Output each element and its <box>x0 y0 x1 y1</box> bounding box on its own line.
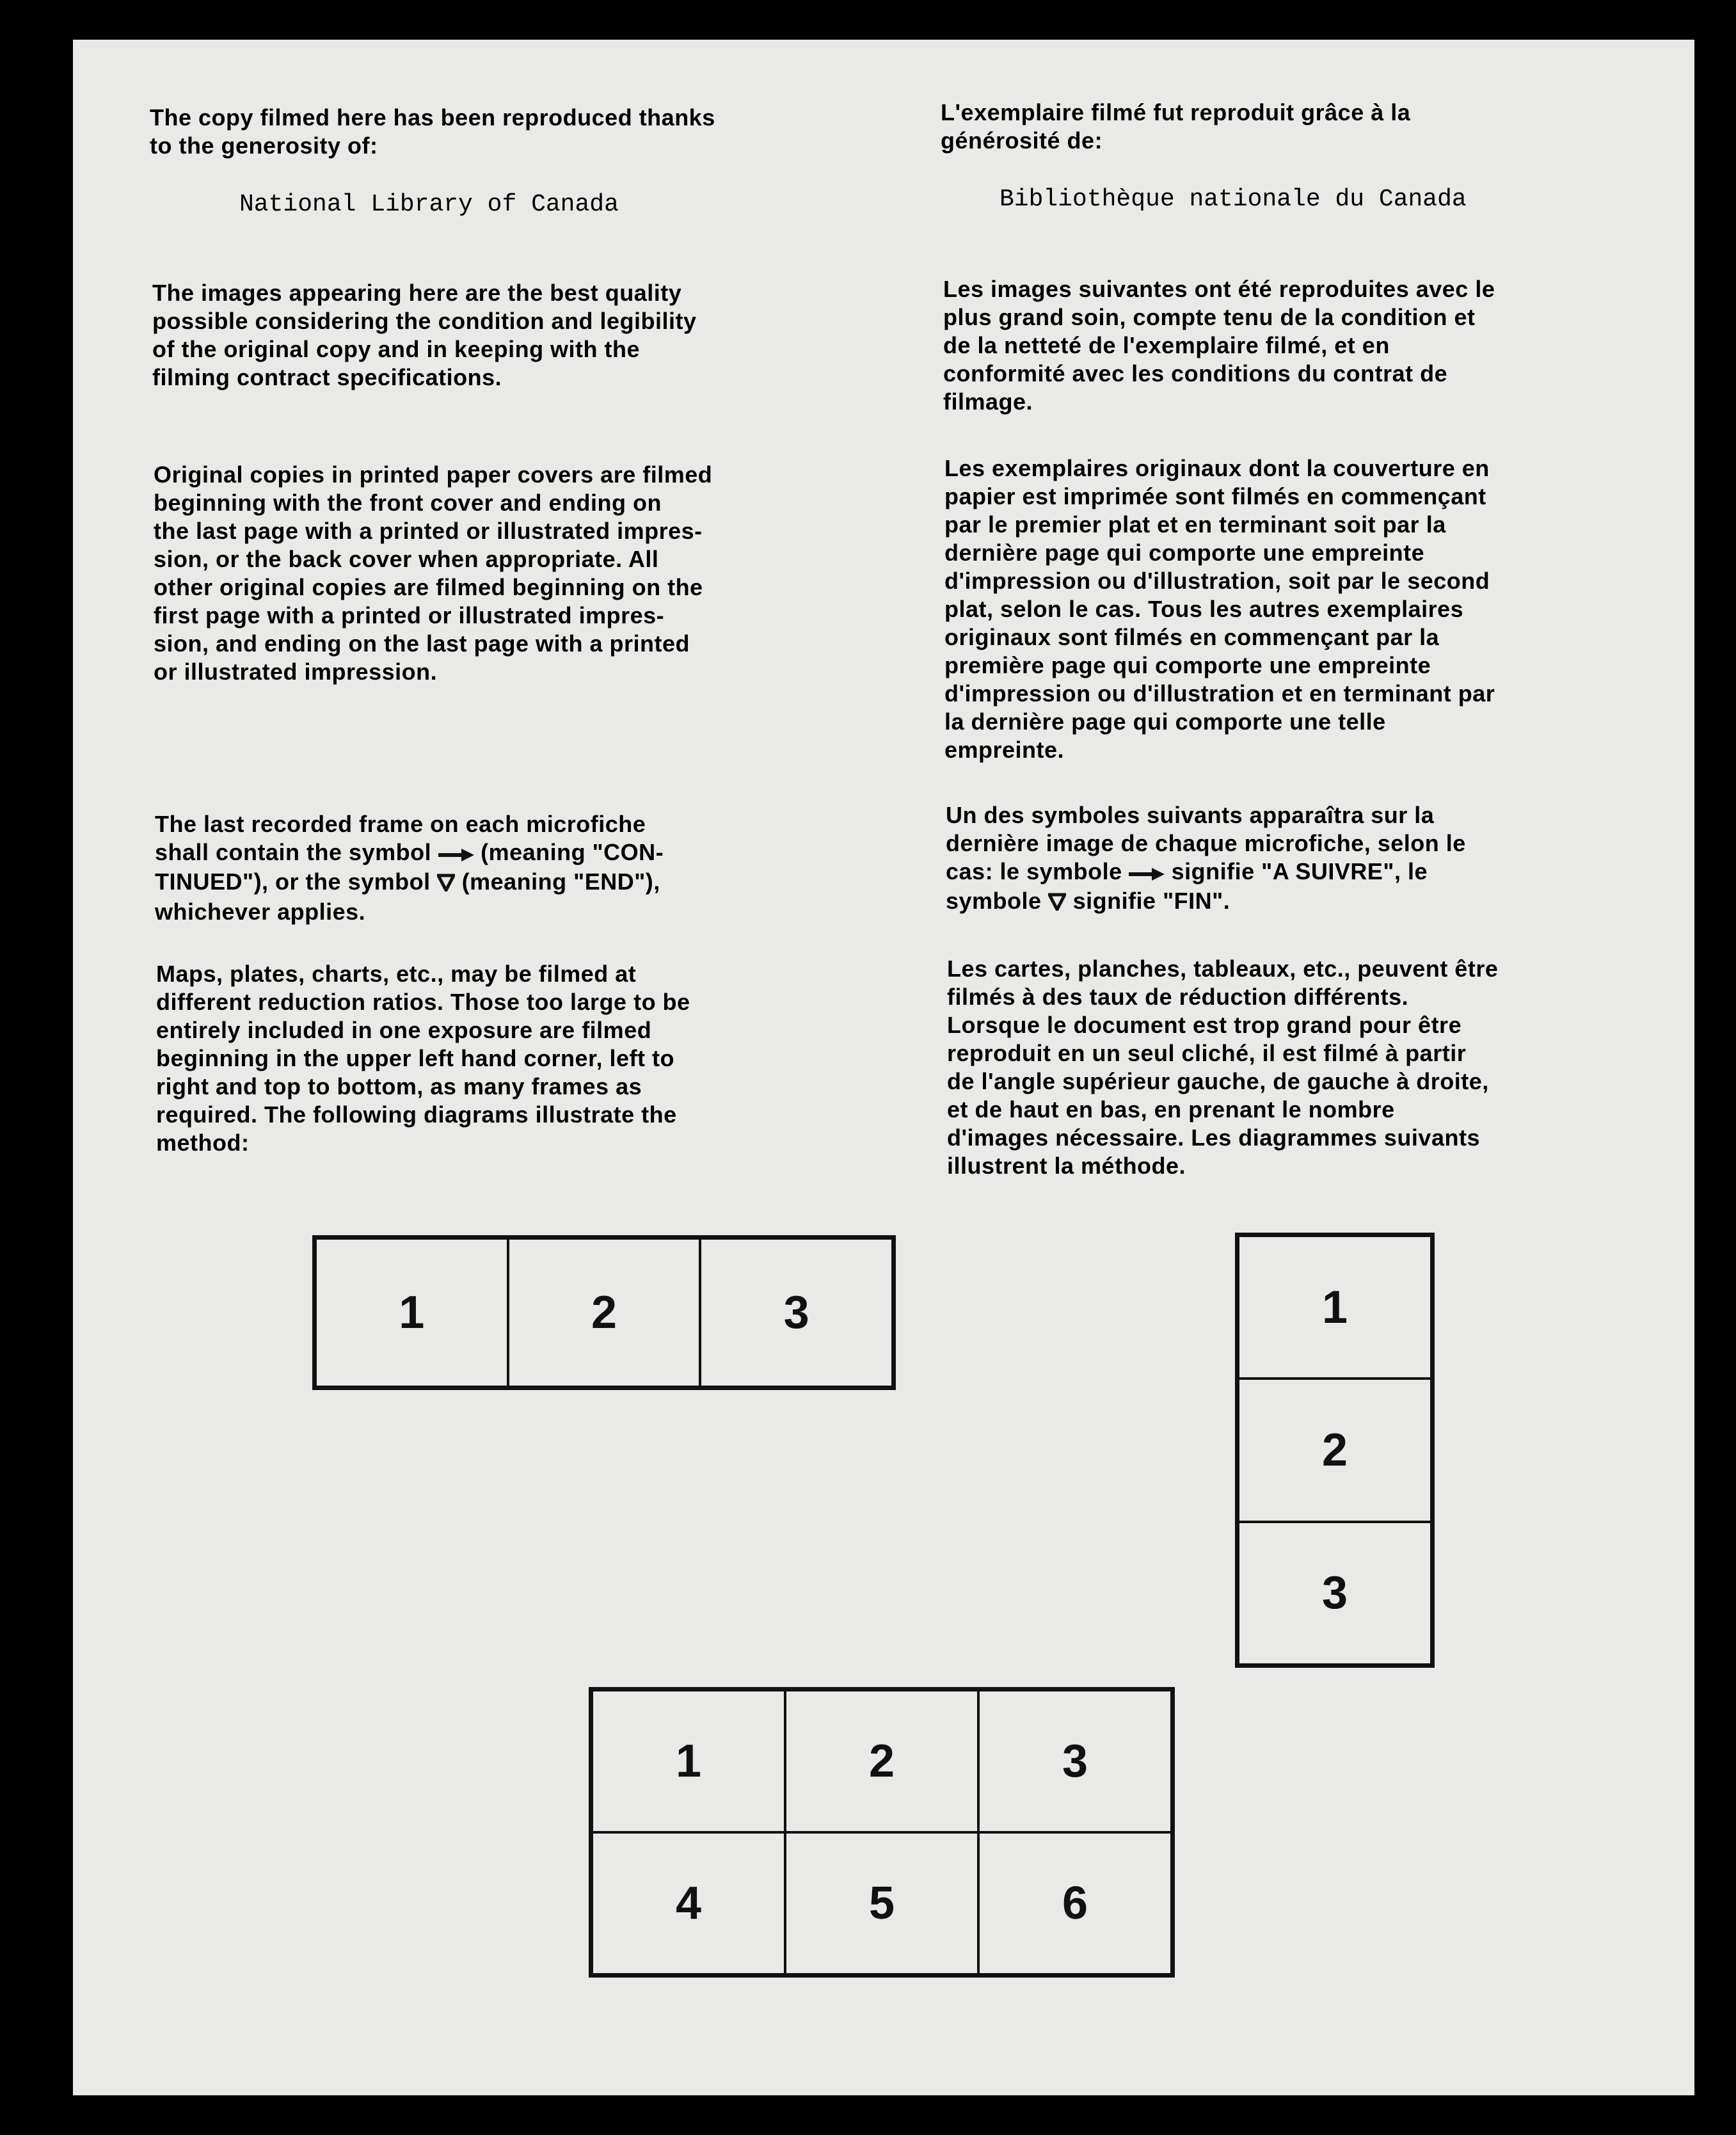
symbols-line-2-end: (meaning "CON- <box>474 839 664 865</box>
institution-name-en: National Library of Canada <box>239 191 619 218</box>
frame-cell: 4 <box>592 1832 785 1974</box>
symbols-line-3-fr-start: cas: le symbole <box>946 858 1129 884</box>
symbols-line-1-fr: Un des symboles suivants apparaîtra sur la <box>946 802 1435 828</box>
diagram-vertical <box>1235 1233 1435 1668</box>
frame-cell: 1 <box>592 1690 785 1832</box>
frame-cell: 3 <box>700 1238 893 1387</box>
originals-text-fr: Les exemplaires originaux dont la couverture en papier est imprimée sont filmés en commençant par le premier plat et en terminant soit par la dernière page qui comporte une empreinte d'impression ou d'illustration, soit par le second plat, selon le cas. Tous les autres exemplaires originaux sont filmés en commençant par la première page qui comporte une empreinte d'impression ou d'illustration et en terminant par la dernière page qui comporte une telle empreinte. <box>944 455 1495 763</box>
frame-cell: 3 <box>1238 1522 1431 1665</box>
maps-text-fr: Les cartes, planches, tableaux, etc., peuvent être filmés à des taux de réduction différents. Lorsque le document est trop grand pour être reproduit en un seul cliché, il est filmé à partir de l'angle supérieur gauche, de gauche à droite, et de haut en bas, en prenant le nombre d'images nécessaire. Les diagrammes suivants illustrent la méthode. <box>947 956 1499 1179</box>
symbols-text-en <box>155 810 808 926</box>
frame-cell: 1 <box>1238 1236 1431 1379</box>
thanks-text-en: The copy filmed here has been reproduced thanks to the generosity of: <box>150 104 715 159</box>
symbols-line-2-fr: dernière image de chaque microfiche, selon le <box>946 830 1466 856</box>
diagram-horizontal <box>312 1235 896 1390</box>
symbols-line-2-start: shall contain the symbol <box>155 839 438 865</box>
thanks-text-fr: L'exemplaire filmé fut reproduit grâce à la générosité de: <box>941 99 1411 154</box>
frame-cell: 1 <box>315 1238 508 1387</box>
frame-cell: 5 <box>785 1832 978 1974</box>
symbols-line-3-fr <box>946 858 1624 887</box>
quality-text-en: The images appearing here are the best quality possible considering the condition and legibility of the original copy and in keeping with the filming contract specifications. <box>152 280 697 390</box>
down-triangle-icon <box>437 870 455 898</box>
symbols-line-3-fr-end: signifie "A SUIVRE", le <box>1165 858 1428 884</box>
arrow-right-icon <box>438 840 474 868</box>
frame-cell: 6 <box>978 1832 1172 1974</box>
diagram-grid <box>589 1687 1175 1978</box>
frame-cell: 2 <box>508 1238 701 1387</box>
symbols-line-4-fr-start: symbole <box>946 888 1049 915</box>
symbols-line-1: The last recorded frame on each microfiche <box>155 811 646 837</box>
frame-cell: 3 <box>978 1690 1172 1832</box>
symbols-line-4-fr <box>946 887 1624 916</box>
symbols-line-3-start: TINUED"), or the symbol <box>155 868 438 895</box>
down-triangle-icon <box>1048 889 1066 917</box>
symbols-text-fr <box>946 801 1624 917</box>
microfiche-target-sheet <box>73 40 1694 2095</box>
quality-text-fr: Les images suivantes ont été reproduites avec le plus grand soin, compte tenu de la condition et de la netteté de l'exemplaire filmé, et en conformité avec les conditions du contrat de filmage. <box>943 276 1495 415</box>
arrow-right-icon <box>1129 859 1165 887</box>
symbols-line-4-fr-end: signifie "FIN". <box>1066 888 1230 915</box>
symbols-line-2 <box>155 838 808 868</box>
symbols-line-3 <box>155 868 808 897</box>
symbols-line-4: whichever applies. <box>155 898 366 925</box>
institution-name-fr: Bibliothèque nationale du Canada <box>999 186 1467 213</box>
originals-text-en: Original copies in printed paper covers are filmed beginning with the front cover and ending on the last page with a printed or illustrated impres- sion, or the back cover when appropriate. All other original copies are filmed beginning on the first page with a printed or illustrated impres- sion, and ending on the last page with a printed or illustrated impression. <box>154 461 713 685</box>
symbols-line-3-end: (meaning "END"), <box>455 868 660 895</box>
frame-cell: 2 <box>1238 1379 1431 1521</box>
maps-text-en: Maps, plates, charts, etc., may be filmed at different reduction ratios. Those too large to be entirely included in one exposure are filmed beginning in the upper left hand corner, left to right and top to bottom, as many frames as required. The following diagrams illustrate the method: <box>156 961 690 1156</box>
frame-cell: 2 <box>785 1690 978 1832</box>
